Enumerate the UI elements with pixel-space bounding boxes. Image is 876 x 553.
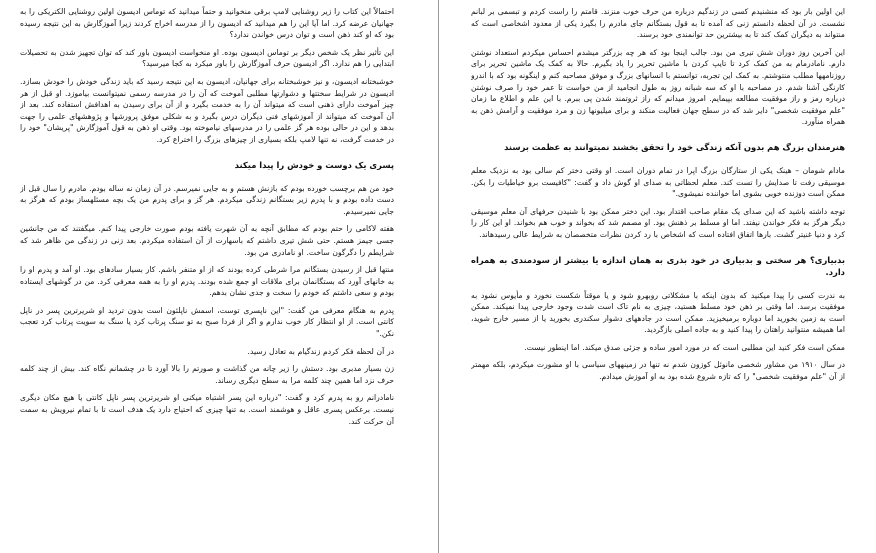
page-divider [438, 0, 439, 553]
left-paragraph-8: در آن لحظه فکر کردم زندگیام به تعادل رسید. [247, 346, 394, 356]
right-paragraph-3: مادام شومان – هینک یکی از ستارگان بزرگ اپرا در تمام دوران است. او وقتی دختر کم سالی بود به نزدیک معلم موسیقی رفت تا صدایش را تست کند. معلم لحظاتی به صدای او گوش داد و گفت: "کافیست برو خیاطیات را بکن. ممکن است دوزنده خوبی بشوی اما خواننده نمیشوی." [471, 165, 845, 199]
left-paragraph-6: منتها قبل از رسیدن بستگانم مرا شرطی کرده بودند که از او متنفر باشم. کار بسیار سادهای بود. او آمد و پدرم او را به خانهای آورد که بستگانمان برای ملاقات او جمع شده بودند. پدرم او را به همه معرفی کرد. من در گوشهای ایستاده بودم و سعی داشتم که خودم را سخت و جدی نشان بدهم. [20, 265, 394, 298]
right-paragraph-5: به ندرت کسی را پیدا میکنید که بدون اینکه با مشکلاتی روبهرو شود و یا موقتاً شکست نخورد و مأیوس نشود به موفقیت برسد. اما وقتی بر ذهن خود مسلط هستید، چیزی به نام تاک است شدت وجود خارجی پیدا نمیکند. ممکن است به زمین بخورید اما دوباره برمیخیزید. ممکن است در جادههای دشوار سکندری بخورید یا از مسیر خارج شوید، اما همیشه منتوانید راهتان را پیدا کنید و به جاده اصلی بازگردید. [471, 290, 845, 335]
right-paragraph-2: این آخرین روز دوران شش تیری من بود. جالب اینجا بود که هر چه بزرگتر میشدم احساس میکردم استعداد نوشتن دارم. نامادرمام به من کمک کرد تا تایپ کردن با ماشین تحریر را یاد بگیرم. حالا به کمک یک ماشین تحریر برای روزنامهها مطلب منتوشتم. به کمک این تجربه، توانستم با انسانهای بزرگ و موفق مصاحبه کنم و اینگونه بود که با اندرو کارنگی آشنا شدم. در مصاحبه با او که سه شبانه روز به طول انجامید از من خواست تا عمر خود را صرف نوشتن درباره رمز و راز موفقیت مطالعه بپیمایم. امروز میدانم که راز ثروتمند شدن پی ببرم. با این علم و اطلاع ما زمان "علم موفقیت شخصی" دایر شد که در سطح جهان فعالیت منکند و برای میلیونها زن و مرد موفقیت و آرامش ذهن به همراه منآورد. [471, 47, 845, 127]
right-section-heading-2: بدبیاری؟ هر سختی و بدبیاری در خود بذری به همان اندازه یا بیشتر از سودمندی به همراه دارد. [471, 254, 845, 277]
left-page [20, 6, 394, 546]
right-paragraph-1: این اولین بار بود که منشنیدم کسی در زندگیم درباره من حرف خوب منزند. قامتم را راست کردم و تبسمی بر لبانم نشست. در آن لحظه دانستم زنی که آمده تا به قول بستگانم جای مادرم را بگیرد یکی از معدود اشخاصی است که منتواند به دیگران کمک کند تا به بیشترین حد توانمندی خود برسند. [471, 7, 845, 40]
right-paragraph-6: ممکن است فکر کنید این مطلبی است که در مورد امور ساده و جزئی صدق میکند. اما اینطور نیست. [524, 342, 845, 352]
right-section-heading-1: هنرمندان بزرگ هم بدون آنکه زندگی خود را تحقق بخشند نمیتوانند به عظمت برسند [504, 141, 845, 152]
right-page [471, 6, 845, 546]
left-section-heading: پسری یک دوست و خودش را پیدا میکند [234, 159, 394, 170]
left-paragraph-3: خوشبختانه ادیسون، و نیز خوشبختانه برای جهانیان، ادیسون به این نتیجه رسید که باید زندگی خودش را خودش بسازد. ادیسون در شرایط سختتها و دشوارتها مطلبی آموخت که آن را در مدرسه رسمی نمیتوانست بیاموزد. او قبل از هر چیز آموخت دارای ذهنی است که میتواند آن را به خدمت بگیرد و از آن برای رسیدن به اهدافش استفاده کند. بعد از آن آموخت که میتواند از آموزشهای فنی دیگران درس بگیرد و به شکلی موفق پرورشها و پژوهشهای علمی را جهت بدهد و این در حالی بوده هر گز علمی را در مدرسهای نیاموخته بود. وقتی او ذهن به قول آموزگارش "پریشان" خود را در خدمت گرفت، نه تنها لامپ بلکه بسیاری از چیزهای بزرگ را اختراع کرد. [20, 76, 394, 144]
left-paragraph-7: پدرم به هنگام معرفی من گفت: "این ناپسری توست، اسمش ناپلئون است بدون تردید او شریرترین پسر در ناپل کانتی است. از او انتظار کار خوب ندارم و اگر از فردا صبح به تو سنگ پرتاب کرد یا سنگ به سویت پرتاب کرد تعجب نکن." [20, 305, 394, 339]
left-paragraph-5: هفته لاکامی را حتم بودم که مطابق آنچه به آن شهرت یافته بودم صورت خارجی پیدا کنم. میگفتند که من جانشین جسی جیمز هستم. حتی شش تیری داشتم که باسهارت از آن استفاده میکردم. بعد زنی در زندگی من ظاهر شد که شرایطم را دگرگون ساخت. او نامادری من بود. [20, 224, 394, 257]
left-paragraph-1: احتمالاً این کتاب را زیر روشنایی لامپ برقی منخوانید و حتماً میدانید که توماس ادیسون اولین روشنایی الکتریکی را به جهانیان عرضه کرد. اما آیا این را هم میدانید که ادیسون را از مدرسه اخراج کردند زیرا آموزگارش به این نتیجه رسیده بود که او کند ذهن است و توان درس خواندن ندارد؟ [20, 7, 394, 40]
left-paragraph-4: خود من هم برچسب خورده بودم که بازنش هستم و به جایی نمیرسم. در آن زمان نه ساله بودم. مادرم را سال قبل از دست داده بودم و با پدرم زیر بستگانم زندگی میکردم. هر گز و برای پدرم من یک بچه مسئلهساز بودم که هرگز به جایی نمیرسیدم. [20, 183, 394, 216]
left-paragraph-10: نامادرانم رو به پدرم کرد و گفت: "درباره این پسر اشتباه میکنی او شریرترین پسر ناپل کانتی یا هیچ مکان دیگری نیست. برعکس پسری عاقل و هوشمند است. به تنها چیزی که احتیاج دارد یک هدف است تا با تمام نیرویش به سمت آن حرکت کند. [20, 393, 394, 426]
right-paragraph-4: توجه داشته باشید که این صدای یک مقام صاحب اقتدار بود. این دختر ممکن بود با شنیدن حرفهای آن معلم موسیقی دیگر هرگز به فکر خواندن نیفتد. اما او مسلط بر ذهنش بود. او مصمم شد که بخواند و خوب هم بخواند. او این کار را کرد و دنیا غنیتر گشت. بارها اتفاق افتاده است که اشخاص با رد کردن نظرات متخصصان به شرایط عالی رسیدهاند. [471, 206, 845, 239]
right-paragraph-7: در سال ۱۹۱۰ من مشاور شخصی مانوئل کوزون شدم نه تنها در زمینههای سیاسی با او مشورت میکردم، بلکه مهمتر از آن "علم موفقیت شخصی" را که تازه شروع شده بود به او آموزش میدادم. [471, 360, 845, 382]
left-paragraph-9: زن بسیار مدبری بود. دستش را زیر چانه من گذاشت و صورتم را بالا آورد تا در چشمانم نگاه کند. بیش از چند کلمه حرف نزد اما همین چند کلمه مرا به سطح دیگری رساند. [20, 364, 394, 385]
left-paragraph-2: این تأثیر نظر یک شخص دیگر بر توماس ادیسون بوده. او منخواست ادیسون باور کند که توان تجهیز شدن به تحصیلات ابتدایی را هم ندارد. اگر ادیسون حرف آموزگارش را باور میکرد به کجا میرسید؟ [20, 47, 394, 69]
